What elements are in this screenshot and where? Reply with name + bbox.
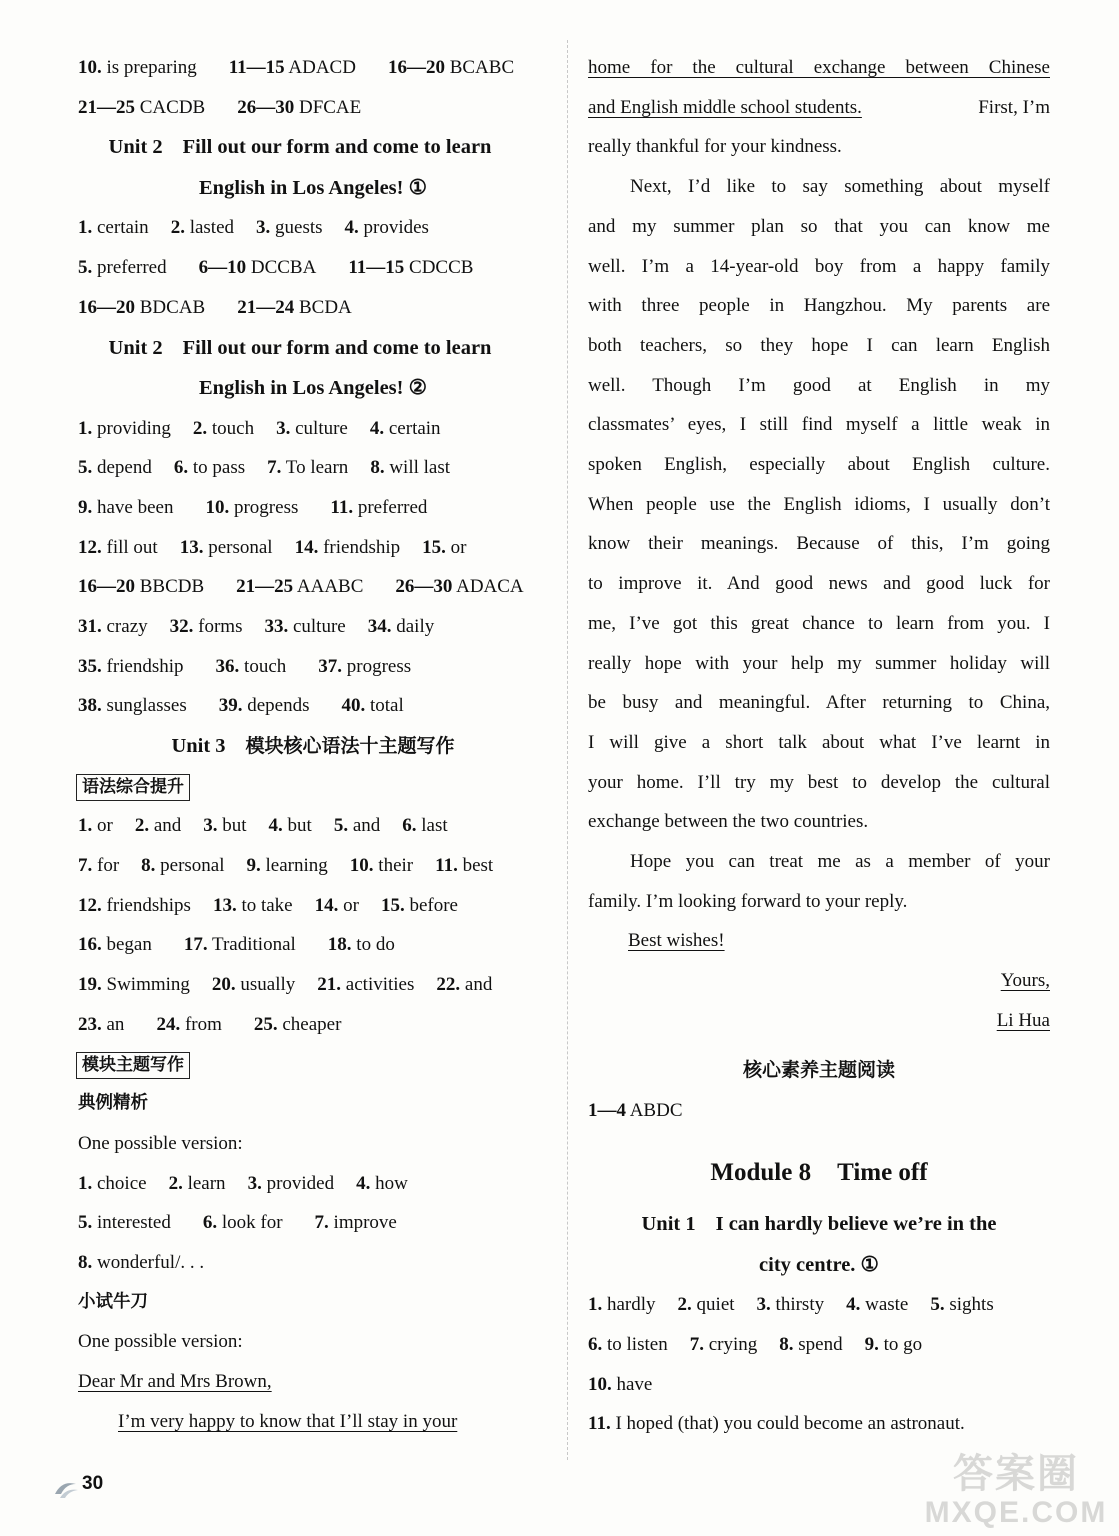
answer-text: I hoped (that) you could become an astronaut. (615, 1413, 965, 1435)
answer-number: 6—10 (198, 257, 247, 279)
answer-text: certain (97, 217, 149, 239)
answer-number: 8. (779, 1333, 794, 1355)
answer-number: 12. (78, 536, 102, 558)
answer-number: 10. (588, 1373, 612, 1395)
answer-line (78, 1164, 548, 1204)
answer-number: 17. (183, 934, 208, 956)
answer-text: friendships (106, 894, 191, 916)
answer-text: activities (345, 974, 415, 996)
unit-label: Unit 2 (108, 136, 163, 159)
answer-line (78, 607, 548, 647)
answer-text: will last (389, 457, 451, 479)
answer-number: 7. (267, 457, 282, 479)
answer-number: 7. (689, 1333, 704, 1355)
answer-text: for (97, 855, 120, 877)
answer-number: 8. (370, 457, 385, 479)
answer-line (78, 88, 548, 128)
answer-text: CDCCB (409, 257, 474, 279)
answer-number: 1. (78, 1172, 93, 1194)
answer-line (78, 1005, 548, 1045)
answer-number: 21—24 (237, 296, 295, 318)
paragraph-line: and my summer plan so that you can know me (588, 215, 1050, 237)
answer-line (78, 409, 548, 449)
answer-line (78, 488, 548, 528)
answer-number: 13. (179, 536, 204, 558)
paragraph-line: Next, I’d like to say something about myself (630, 176, 1050, 198)
unit-label: Unit 1 (641, 1213, 696, 1236)
answer-number: 2. (677, 1294, 692, 1316)
answer-number: 21—25 (78, 96, 135, 118)
answer-text: DCCBA (250, 257, 317, 279)
paragraph-line: to improve it. And good news and good luck for (588, 573, 1050, 595)
answer-text: learn (187, 1172, 226, 1194)
answer-number: 4. (344, 217, 359, 239)
answer-number: 12. (78, 894, 102, 916)
unit-title: Fill out our form and come to learn (182, 336, 492, 359)
answer-text: to go (883, 1333, 923, 1355)
answer-number: 38. (78, 695, 102, 717)
answer-text: To learn (285, 457, 349, 479)
answer-line (78, 567, 548, 607)
answer-text: crying (708, 1333, 758, 1355)
answer-line (78, 1243, 548, 1283)
unit-label: Unit 2 (108, 336, 163, 359)
letter-text: I’m very happy to know that I’ll stay in your (118, 1410, 458, 1432)
answer-line (588, 1325, 1050, 1365)
answer-number: 1. (78, 217, 93, 239)
unit-heading (78, 726, 548, 767)
answer-number: 23. (78, 1013, 102, 1035)
answer-text: and (352, 815, 381, 837)
answer-text: BCABC (449, 57, 515, 78)
unit-heading (78, 328, 548, 369)
answer-number: 8. (141, 855, 156, 877)
answer-text: forms (198, 616, 243, 638)
answer-text: touch (211, 417, 255, 439)
answer-text: look for (221, 1212, 283, 1234)
answer-number: 34. (367, 616, 392, 638)
answer-number: 4. (369, 417, 385, 439)
paragraph-line: with three people in Hangzhou. My parents are (588, 295, 1050, 317)
answer-number: 24. (156, 1013, 181, 1035)
answer-text: and (153, 815, 182, 837)
version-label: One possible version: (78, 1331, 243, 1353)
answer-number: 9. (864, 1333, 879, 1355)
paragraph-line: family. I’m looking forward to your reply. (588, 890, 908, 912)
answer-line (78, 886, 548, 926)
answer-line (78, 448, 548, 488)
answer-number: 11—15 (228, 57, 285, 78)
right-column (588, 48, 1050, 1444)
answer-line (78, 1203, 548, 1243)
letter-signoff: Yours, (1000, 970, 1050, 992)
answer-number: 4. (356, 1172, 371, 1194)
answer-text: or (343, 894, 359, 916)
answer-number: 15. (380, 894, 405, 916)
answer-number: 16. (78, 934, 102, 956)
answer-line (588, 1365, 1050, 1405)
answer-text: interested (97, 1212, 171, 1234)
answer-text: DFCAE (298, 96, 362, 118)
letter-closing: Best wishes! (628, 930, 725, 952)
answer-text: Traditional (212, 934, 296, 956)
section-box-heading: 模块主题写作 (76, 1052, 190, 1079)
answer-text: BCDA (298, 296, 352, 318)
answer-number: 26—30 (395, 576, 453, 598)
answer-text: learning (265, 855, 328, 877)
answer-text: have been (97, 496, 174, 518)
answer-text: their (378, 855, 414, 877)
version-label: One possible version: (78, 1132, 243, 1154)
watermark (921, 1452, 1111, 1532)
answer-number: 33. (264, 616, 289, 638)
paragraph-line: classmates’ eyes, I still find myself a little weak in (588, 414, 1050, 436)
answer-text: touch (244, 655, 287, 677)
answer-text: guests (275, 217, 323, 239)
answer-text: personal (160, 855, 225, 877)
answer-text: how (375, 1172, 408, 1194)
paragraph-line: I will give a short talk about what I’ve learnt in (588, 731, 1050, 753)
answer-line (78, 528, 548, 568)
answer-line (78, 925, 548, 965)
answer-text: from (184, 1013, 222, 1035)
answer-text: spend (798, 1333, 843, 1355)
answer-text: usually (240, 974, 296, 996)
answer-text: crazy (106, 616, 148, 638)
paragraph-line: both teachers, so they hope I can learn English (588, 334, 1050, 356)
answer-number: 1. (588, 1294, 603, 1316)
page-number: 30 (82, 1473, 104, 1494)
answer-number: 10. (205, 496, 230, 518)
unit-heading-cont: city centre. ① (759, 1253, 879, 1276)
answer-number: 13. (212, 894, 237, 916)
answer-number: 1—4 (588, 1099, 626, 1121)
answer-text: quiet (696, 1294, 735, 1316)
answer-number: 14. (314, 894, 339, 916)
unit-heading-cont: English in Los Angeles! ② (199, 377, 427, 400)
answer-text: to take (241, 894, 293, 916)
answer-number: 5. (78, 457, 93, 479)
answer-number: 11. (435, 855, 458, 877)
answer-line (78, 208, 548, 248)
answer-text: friendship (106, 655, 184, 677)
answer-text: ADACD (288, 57, 356, 78)
answer-number: 31. (78, 616, 102, 638)
answer-number: 3. (203, 815, 218, 837)
paragraph-line: me, I’ve got this great chance to learn from you. I (588, 612, 1050, 634)
unit-label: Unit 3 (171, 735, 226, 758)
answer-text: provides (363, 217, 429, 239)
answer-line (78, 806, 548, 846)
answer-number: 8. (78, 1252, 93, 1274)
answer-text: waste (865, 1294, 909, 1316)
paragraph-line: well. I’m a 14-year-old boy from a happy family (588, 255, 1050, 277)
section-box-heading: 语法综合提升 (76, 774, 190, 801)
answer-text: and (464, 974, 493, 996)
answer-number: 1. (78, 815, 93, 837)
answer-text: daily (396, 616, 435, 638)
answer-number: 5. (78, 1212, 93, 1234)
page-corner-icon (52, 1478, 80, 1500)
answer-number: 6. (402, 815, 417, 837)
answer-number: 25. (253, 1013, 278, 1035)
paragraph-line: know their meanings. Because of this, I’m going (588, 533, 1050, 555)
answer-line (78, 686, 548, 726)
answer-text: began (106, 934, 152, 956)
answer-text: preferred (97, 257, 167, 279)
paragraph-line: When people use the English idioms, I usually don’t (588, 493, 1050, 515)
answer-text: cheaper (282, 1013, 342, 1035)
answer-text: to do (356, 934, 395, 956)
answer-text: best (462, 855, 494, 877)
letter-text: First, I’m (978, 96, 1050, 118)
letter-text-row (588, 88, 1050, 128)
answer-number: 2. (168, 1172, 183, 1194)
letter-paragraph (588, 167, 1050, 842)
answer-text: progress (346, 655, 412, 677)
answer-text: depends (247, 695, 310, 717)
answer-line (588, 1285, 1050, 1325)
answer-number: 4. (268, 815, 283, 837)
answer-number: 6. (173, 457, 189, 479)
paragraph-line: spoken English, especially about English culture. (588, 454, 1050, 476)
unit-title: I can hardly believe we’re in the (715, 1213, 997, 1236)
answer-text: have (616, 1373, 653, 1395)
answer-text: improve (333, 1212, 397, 1234)
answer-text: AAABC (296, 576, 364, 598)
answer-number: 6. (588, 1333, 603, 1355)
answer-line (588, 1091, 1050, 1131)
answer-text: wonderful/. . . (97, 1252, 205, 1274)
answer-number: 7. (314, 1212, 329, 1234)
paragraph-line: exchange between the two countries. (588, 811, 869, 833)
answer-line (78, 647, 548, 687)
answer-text: certain (388, 417, 441, 439)
answer-number: 2. (170, 217, 185, 239)
answer-text: last (421, 815, 448, 837)
answer-number: 5. (78, 257, 93, 279)
answer-text: to pass (192, 457, 246, 479)
answer-text: thirsty (775, 1294, 825, 1316)
unit-heading-cont: English in Los Angeles! ① (199, 176, 427, 199)
answer-line (78, 846, 548, 886)
watermark-en: MXQE.COM (924, 1496, 1108, 1529)
letter-salutation: Dear Mr and Mrs Brown, (78, 1371, 272, 1393)
answer-text: BDCAB (139, 296, 206, 318)
answer-number: 36. (215, 655, 240, 677)
sub-heading: 小试牛刀 (78, 1291, 148, 1312)
letter-text: home for the cultural exchange between Chinese (588, 57, 1050, 78)
answer-text: personal (208, 536, 273, 558)
answer-number: 6. (202, 1212, 218, 1234)
answer-text: lasted (189, 217, 235, 239)
answer-text: friendship (323, 536, 401, 558)
answer-text: to listen (607, 1333, 668, 1355)
paragraph-line: Hope you can treat me as a member of your (630, 851, 1050, 873)
answer-line (78, 248, 548, 288)
answer-number: 7. (78, 855, 93, 877)
sub-heading: 典例精析 (78, 1093, 148, 1114)
unit-title: Fill out our form and come to learn (182, 136, 492, 159)
answer-text: but (222, 815, 247, 837)
letter-signature: Li Hua (996, 1009, 1050, 1031)
module-heading (588, 1144, 1050, 1202)
answer-number: 15. (422, 536, 446, 558)
answer-number: 2. (192, 417, 208, 439)
answer-text: culture (292, 616, 346, 638)
answer-text: BBCDB (139, 576, 205, 598)
answer-text: is preparing (106, 57, 197, 78)
answer-text: sights (949, 1294, 994, 1316)
answer-text: depend (97, 457, 152, 479)
letter-paragraph (588, 842, 1050, 921)
answer-text: but (287, 815, 312, 837)
answer-text: an (106, 1013, 125, 1035)
answer-number: 4. (846, 1294, 861, 1316)
answer-number: 32. (169, 616, 194, 638)
answer-number: 11—15 (348, 257, 405, 279)
paragraph-line: your home. I’ll try my best to develop the cultural (588, 771, 1050, 793)
column-divider (567, 40, 568, 1460)
answer-number: 14. (294, 536, 319, 558)
answer-number: 22. (436, 974, 461, 996)
paragraph-line: be busy and meaningful. After returning to China, (588, 692, 1050, 714)
answer-number: 2. (134, 815, 150, 837)
answer-text: providing (97, 417, 171, 439)
answer-number: 3. (256, 217, 271, 239)
answer-number: 26—30 (237, 96, 295, 118)
answer-number: 18. (327, 934, 352, 956)
answer-number: 10. (78, 57, 102, 78)
letter-text: and English middle school students. (588, 96, 862, 118)
answer-text: preferred (357, 496, 428, 518)
answer-text: ABDC (629, 1099, 683, 1121)
paragraph-line: really hope with your help my summer holiday will (588, 652, 1050, 674)
answer-line (78, 288, 548, 328)
answer-text: before (409, 894, 458, 916)
module-title: Time off (837, 1159, 928, 1187)
answer-text: sunglasses (106, 695, 187, 717)
section-heading: 核心素养主题阅读 (742, 1058, 895, 1081)
answer-number: 19. (78, 974, 102, 996)
answer-text: progress (233, 496, 299, 518)
answer-text: fill out (106, 536, 158, 558)
module-label: Module 8 (710, 1159, 812, 1187)
answer-text: Swimming (106, 974, 190, 996)
paragraph-line: well. Though I’m good at English in my (588, 374, 1050, 396)
answer-number: 40. (341, 695, 366, 717)
unit-heading (588, 1204, 1050, 1245)
answer-number: 5. (333, 815, 349, 837)
letter-text: really thankful for your kindness. (588, 136, 842, 158)
answer-text: or (450, 536, 467, 558)
answer-text: provided (266, 1172, 335, 1194)
answer-text: total (370, 695, 404, 717)
answer-text: hardly (607, 1294, 656, 1316)
answer-number: 11. (588, 1413, 611, 1435)
answer-number: 5. (930, 1294, 945, 1316)
watermark-cn: 答案圈 (953, 1451, 1079, 1497)
answer-number: 3. (247, 1172, 262, 1194)
answer-number: 39. (218, 695, 243, 717)
unit-heading (78, 127, 548, 168)
answer-text: culture (295, 417, 348, 439)
answer-text: ADACA (456, 576, 524, 598)
answer-number: 3. (276, 417, 291, 439)
answer-number: 37. (318, 655, 343, 677)
answer-number: 3. (756, 1294, 771, 1316)
answer-number: 9. (78, 496, 93, 518)
answer-number: 16—20 (78, 296, 135, 318)
answer-number: 21. (317, 974, 342, 996)
answer-number: 35. (78, 655, 102, 677)
left-column (78, 48, 548, 1442)
answer-number: 21—25 (236, 576, 294, 598)
answer-line (78, 965, 548, 1005)
answer-text: CACDB (139, 96, 206, 118)
answer-text: choice (97, 1172, 147, 1194)
answer-number: 11. (330, 496, 354, 518)
answer-number: 10. (349, 855, 374, 877)
answer-text: or (97, 815, 113, 837)
answer-number: 16—20 (387, 57, 445, 78)
answer-number: 20. (211, 974, 236, 996)
answer-number: 16—20 (78, 576, 135, 598)
unit-title: 模块核心语法十主题写作 (245, 735, 455, 758)
answer-number: 1. (78, 417, 93, 439)
answer-line (78, 48, 548, 88)
answer-line (588, 1404, 1050, 1444)
answer-number: 9. (246, 855, 261, 877)
